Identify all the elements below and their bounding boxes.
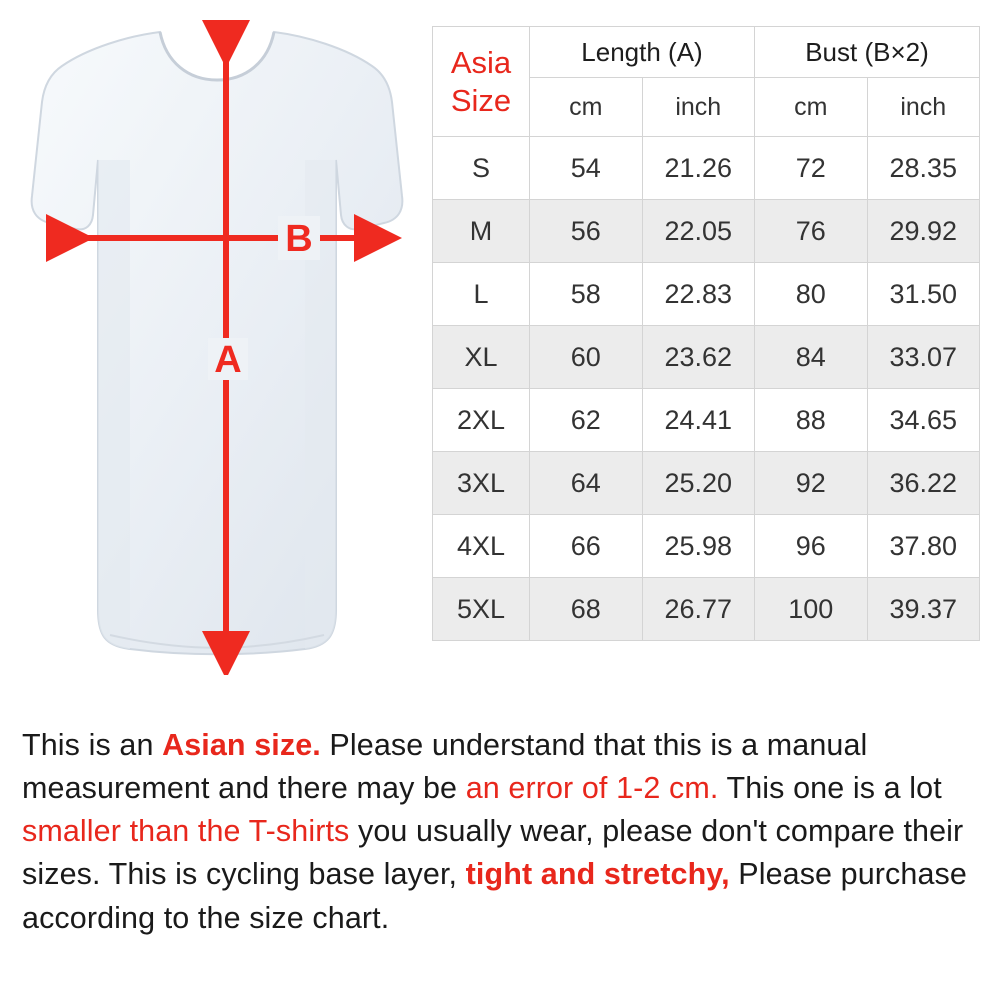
cell-length-cm: 64 <box>530 452 643 515</box>
cell-length-inch: 25.98 <box>642 515 755 578</box>
cell-length-inch: 23.62 <box>642 326 755 389</box>
header-length-text: Length (A) <box>581 36 703 67</box>
note-part-3: This one is a lot <box>718 770 942 805</box>
cell-length-inch: 22.83 <box>642 263 755 326</box>
table-row <box>433 452 980 515</box>
cell-bust-cm: 76 <box>755 200 868 263</box>
cell-size: M <box>433 200 530 263</box>
cell-size: L <box>433 263 530 326</box>
cell-bust-cm: 80 <box>755 263 868 326</box>
size-table-body <box>433 137 980 641</box>
cell-length-cm: 66 <box>530 515 643 578</box>
header-length-inch: inch <box>642 78 755 137</box>
note-highlight-asian-size: Asian size. <box>162 727 321 762</box>
cell-bust-inch: 29.92 <box>867 200 980 263</box>
cell-bust-inch: 28.35 <box>867 137 980 200</box>
size-table-head <box>433 27 980 137</box>
label-b-text: B <box>285 218 313 260</box>
size-table <box>432 26 980 641</box>
cell-length-inch: 21.26 <box>642 137 755 200</box>
table-row <box>433 389 980 452</box>
cell-length-inch: 24.41 <box>642 389 755 452</box>
header-bust <box>755 27 980 78</box>
note-part-4: you usually wear, please don't compare their sizes. This is cycling base layer, <box>22 814 964 892</box>
cell-bust-cm: 96 <box>755 515 868 578</box>
cell-bust-inch: 36.22 <box>867 452 980 515</box>
table-row <box>433 578 980 641</box>
table-row <box>433 137 980 200</box>
cell-length-cm: 68 <box>530 578 643 641</box>
note-part-5: Please purchase according to the size chart. <box>22 857 967 935</box>
table-row <box>433 200 980 263</box>
cell-length-cm: 58 <box>530 263 643 326</box>
note-part-2: Please understand that this is a manual measurement and there may be <box>22 727 868 805</box>
cell-length-cm: 60 <box>530 326 643 389</box>
header-bust-inch: inch <box>867 78 980 137</box>
cell-bust-cm: 72 <box>755 137 868 200</box>
garment-illustration <box>10 10 420 675</box>
header-bust-cm: cm <box>755 78 868 137</box>
note-part-1: This is an <box>22 727 163 762</box>
cell-length-inch: 26.77 <box>642 578 755 641</box>
cell-bust-inch: 31.50 <box>867 263 980 326</box>
note-highlight-tight-stretchy: tight and stretchy, <box>465 857 730 892</box>
cell-length-cm: 54 <box>530 137 643 200</box>
note-highlight-smaller: smaller than the T-shirts <box>22 814 350 849</box>
cell-size: XL <box>433 326 530 389</box>
label-a <box>208 338 248 381</box>
cell-bust-cm: 84 <box>755 326 868 389</box>
header-asia-size <box>433 27 530 137</box>
header-length-cm: cm <box>530 78 643 137</box>
label-b <box>278 216 320 260</box>
cell-bust-inch: 34.65 <box>867 389 980 452</box>
header-asia-size-text: Asia Size <box>450 44 512 118</box>
cell-size: S <box>433 137 530 200</box>
cell-length-inch: 25.20 <box>642 452 755 515</box>
vest-diagram <box>10 10 420 675</box>
note-highlight-error-range: an error of 1-2 cm. <box>465 770 719 805</box>
cell-length-cm: 56 <box>530 200 643 263</box>
table-row <box>433 263 980 326</box>
header-bust-text: Bust (B×2) <box>805 36 929 67</box>
cell-length-cm: 62 <box>530 389 643 452</box>
cell-bust-inch: 33.07 <box>867 326 980 389</box>
label-a-text: A <box>214 339 242 381</box>
cell-size: 3XL <box>433 452 530 515</box>
header-length <box>530 27 755 78</box>
cell-bust-inch: 37.80 <box>867 515 980 578</box>
size-note <box>22 724 980 940</box>
cell-bust-cm: 88 <box>755 389 868 452</box>
cell-size: 5XL <box>433 578 530 641</box>
cell-bust-cm: 92 <box>755 452 868 515</box>
table-header-row-groups <box>433 27 980 78</box>
size-table-wrapper <box>432 26 980 641</box>
cell-size: 4XL <box>433 515 530 578</box>
table-row <box>433 326 980 389</box>
table-row <box>433 515 980 578</box>
cell-bust-cm: 100 <box>755 578 868 641</box>
cell-length-inch: 22.05 <box>642 200 755 263</box>
cell-size: 2XL <box>433 389 530 452</box>
cell-bust-inch: 39.37 <box>867 578 980 641</box>
